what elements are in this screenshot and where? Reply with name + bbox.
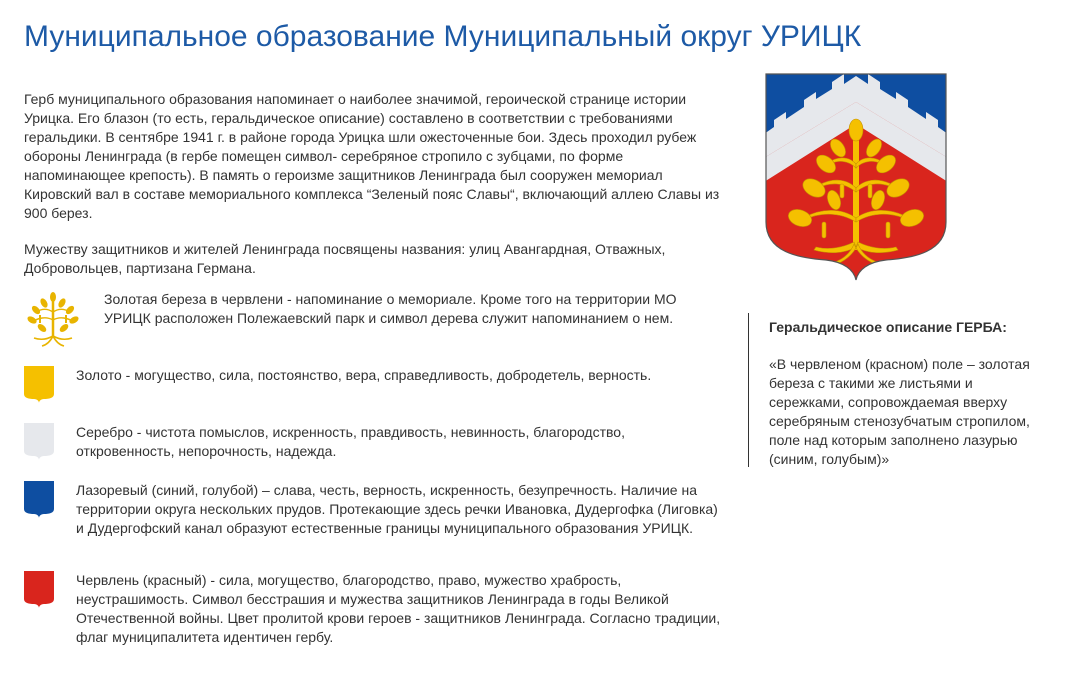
symbol-row-azure <box>24 481 724 538</box>
symbol-text-gules: Червлень (красный) - сила, могущество, благородство, право, мужество храбрость, неустрашимость. Символ бесстрашия и мужества защитников Ленинграда в годы Великой Отечественной войны. Цвет пролитой крови героев - защитников Ленинграда. Согласно традиции, флаг муниципалитета идентичен гербу. <box>76 572 721 645</box>
intro-text <box>24 90 724 295</box>
gold-shield-icon <box>24 366 54 404</box>
intro-paragraph-1: Герб муниципального образования напоминает о наиболее значимой, героической странице истории Урицка. Его блазон (то есть, геральдическое описание) составлено в соответствии с требованиями геральдики. В сентябре 1941 г. в районе города Урицка шли ожесточенные бои. Здесь проходил рубеж обороны Ленинграда (в гербе помещен символ- серебряное стропило с зубцами, по форме напоминающее крепость). В память о героизме защитников Ленинграда был сооружен мемориал Кировский вал в составе мемориального комплекса “Зеленый пояс Славы“, включающий аллею Славы из 900 берез. <box>24 91 720 221</box>
symbol-row-silver <box>24 423 724 461</box>
symbol-row-gules <box>24 571 724 647</box>
symbol-row-birch <box>24 290 724 348</box>
page-title: Муниципальное образование Муниципальный округ УРИЦК <box>24 20 862 53</box>
azure-shield-icon <box>24 481 54 519</box>
blazon-heading: Геральдическое описание ГЕРБА: <box>769 319 1007 335</box>
symbol-text-birch: Золотая береза в червлени - напоминание о мемориале. Кроме того на территории МО УРИЦК расположен Полежаевский парк и символ дерева служит напоминанием о нем. <box>104 291 677 326</box>
gules-shield-icon <box>24 571 54 609</box>
symbol-row-gold <box>24 366 724 404</box>
symbol-text-silver: Серебро - чистота помыслов, искренность, правдивость, невинность, благородство, откровенность, непорочность, надежда. <box>76 424 625 459</box>
symbol-text-azure: Лазоревый (синий, голубой) – слава, честь, верность, искренность, безупречность. Наличие на территории округа нескольких прудов. Протекающие здесь речки Ивановка, Дудергофка (Лиговка) и Дудергофский канал образуют естественные границы муниципального образования УРИЦК. <box>76 482 718 536</box>
coat-of-arms-image <box>764 72 948 282</box>
blazon-panel <box>748 313 1033 467</box>
intro-paragraph-2: Мужеству защитников и жителей Ленинграда посвящены названия: улиц Авангардная, Отважных, Добровольцев, партизана Германа. <box>24 241 666 276</box>
blazon-text: «В червленом (красном) поле – золотая береза с такими же листьями и сережками, сопровождаемая вверху серебряным стенозубчатым стропилом, поле над которым заполнено лазурью (синим, голубым)» <box>769 356 1030 467</box>
silver-shield-icon <box>24 423 54 461</box>
symbol-text-gold: Золото - могущество, сила, постоянство, вера, справедливость, добродетель, верность. <box>76 367 652 383</box>
birch-icon <box>24 290 82 348</box>
